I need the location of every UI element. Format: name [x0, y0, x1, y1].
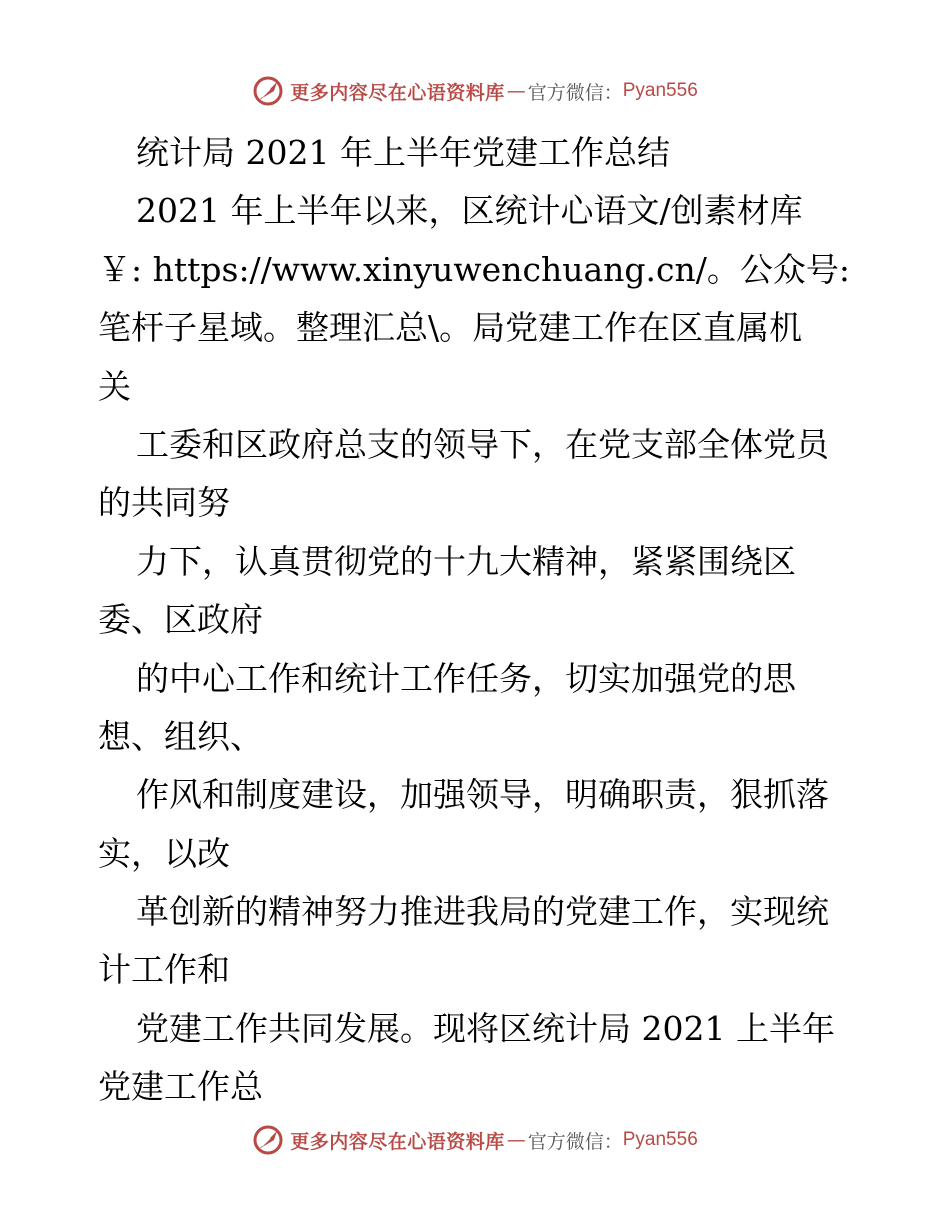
paragraph-line: 党建工作总 [98, 1067, 263, 1107]
paragraph-line: ￥: https://www.xinyuwenchuang.cn/。公众号: [98, 249, 850, 289]
paragraph-line: 的共同努 [98, 483, 230, 523]
paragraph-line: 工委和区政府总支的领导下，在党支部全体党员 [136, 424, 829, 464]
watermark-main-text: 更多内容尽在心语资料库 [290, 81, 505, 104]
paragraph-line: 实，以改 [98, 833, 230, 873]
paragraph-line: 关 [98, 366, 131, 406]
paragraph-line: 作风和制度建设，加强领导，明确职责，狠抓落 [136, 775, 829, 815]
paragraph-line: 党建工作共同发展。现将区统计局 2021 上半年 [136, 1008, 835, 1048]
paragraph-line: 笔杆子星域。整理汇总\。局党建工作在区直属机 [98, 308, 803, 348]
footer-watermark [0, 1120, 950, 1160]
paragraph-line: 力下，认真贯彻党的十九大精神，紧紧围绕区 [136, 541, 796, 581]
watermark-wechat-id: Pyan556 [622, 80, 698, 101]
watermark-dash: — [506, 80, 526, 102]
paragraph-line: 革创新的精神努力推进我局的党建工作，实现统 [136, 892, 829, 932]
watermark-main-text: 更多内容尽在心语资料库 [290, 1130, 505, 1153]
watermark-wechat-label: 官方微信： [527, 81, 623, 104]
document-body [98, 124, 858, 1117]
quill-logo-icon [252, 75, 284, 107]
watermark-dash: — [506, 1129, 526, 1151]
paragraph-line: 想、组织、 [98, 716, 263, 756]
header-watermark [0, 71, 950, 111]
watermark-wechat-label: 官方微信： [527, 1130, 623, 1153]
watermark-wechat-id: Pyan556 [622, 1129, 698, 1150]
paragraph-line: 2021 年上半年以来，区统计心语文/创素材库 [136, 191, 803, 231]
paragraph-line: 的中心工作和统计工作任务，切实加强党的思 [136, 658, 796, 698]
paragraph-line: 计工作和 [98, 950, 230, 990]
document-title: 统计局 2021 年上半年党建工作总结 [136, 133, 670, 172]
quill-logo-icon [252, 1124, 284, 1156]
paragraph-line: 委、区政府 [98, 600, 263, 640]
